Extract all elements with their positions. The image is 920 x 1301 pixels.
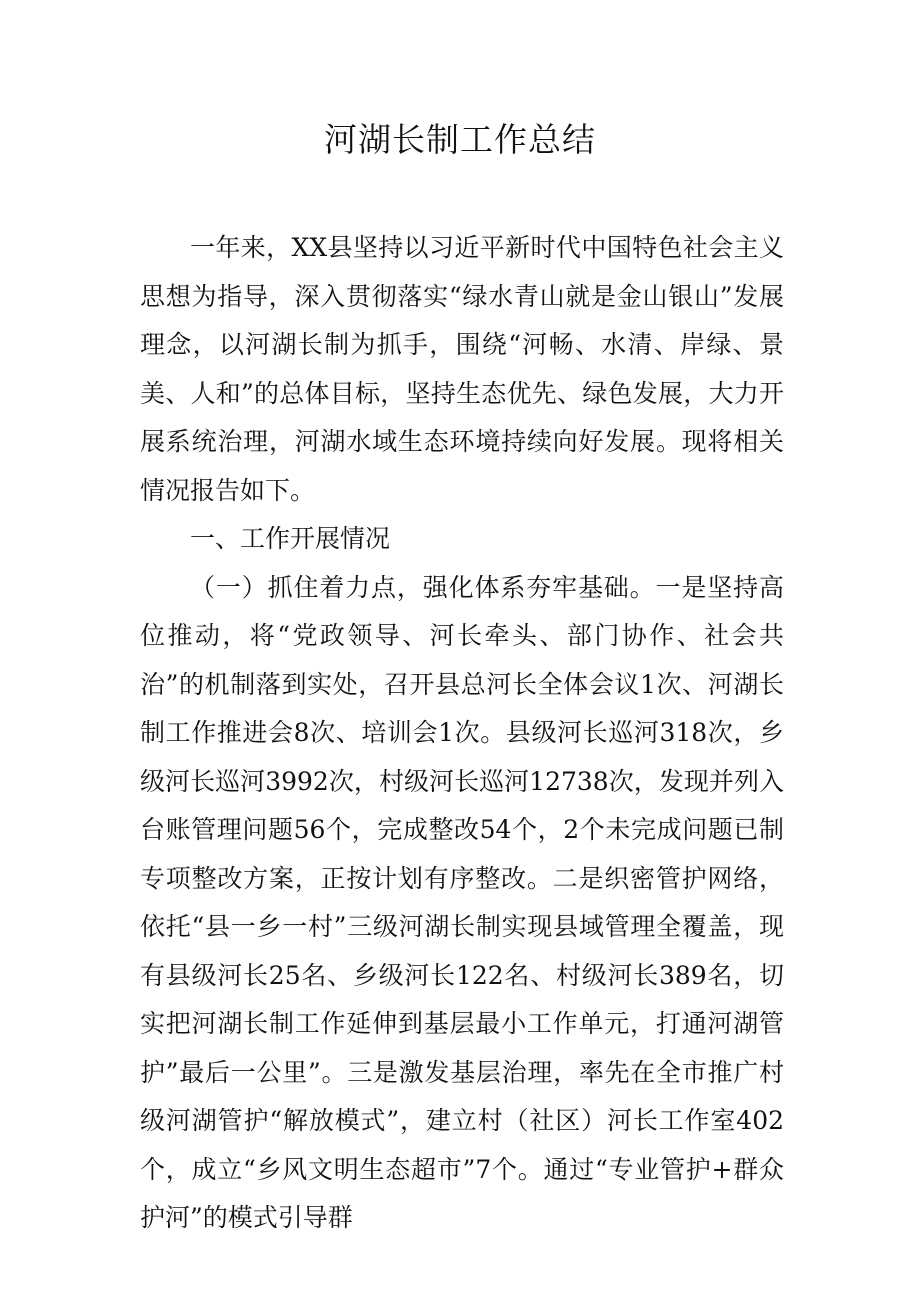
intro-paragraph: 一年来，XX县坚持以习近平新时代中国特色社会主义思想为指导，深入贯彻落实“绿水青山就是金山银山”发展理念，以河湖长制为抓手，围绕“河畅、水清、岸绿、景美、人和”的总体目标，坚持生态优先、绿色发展，大力开展系统治理，河湖水域生态环境持续向好发展。现将相关情况报告如下。 (140, 233, 784, 505)
document-body (140, 224, 784, 1243)
document-title: 河湖长制工作总结 (324, 120, 596, 159)
section-paragraph: （一）抓住着力点，强化体系夯牢基础。一是坚持高位推动，将“党政领导、河长牵头、部门协作、社会共治”的机制落到实处，召开县总河长全体会议1次、河湖长制工作推进会8次、培训会1次。县级河长巡河318次，乡级河长巡河3992次，村级河长巡河12738次，发现并列入台账管理问题56个，完成整改54个，2个未完成问题已制专项整改方案，正按计划有序整改。二是织密管护网络，依托“县一乡一村”三级河湖长制实现县域管理全覆盖，现有县级河长25名、乡级河长122名、村级河长389名，切实把河湖长制工作延伸到基层最小工作单元，打通河湖管护”最后一公里”。三是激发基层治理，率先在全市推广村级河湖管护“解放模式”，建立村（社区）河长工作室402个，成立“乡风文明生态超市”7个。通过“专业管护+群众护河”的模式引导群 (140, 572, 784, 1232)
section-heading: 一、工作开展情况 (190, 524, 391, 553)
